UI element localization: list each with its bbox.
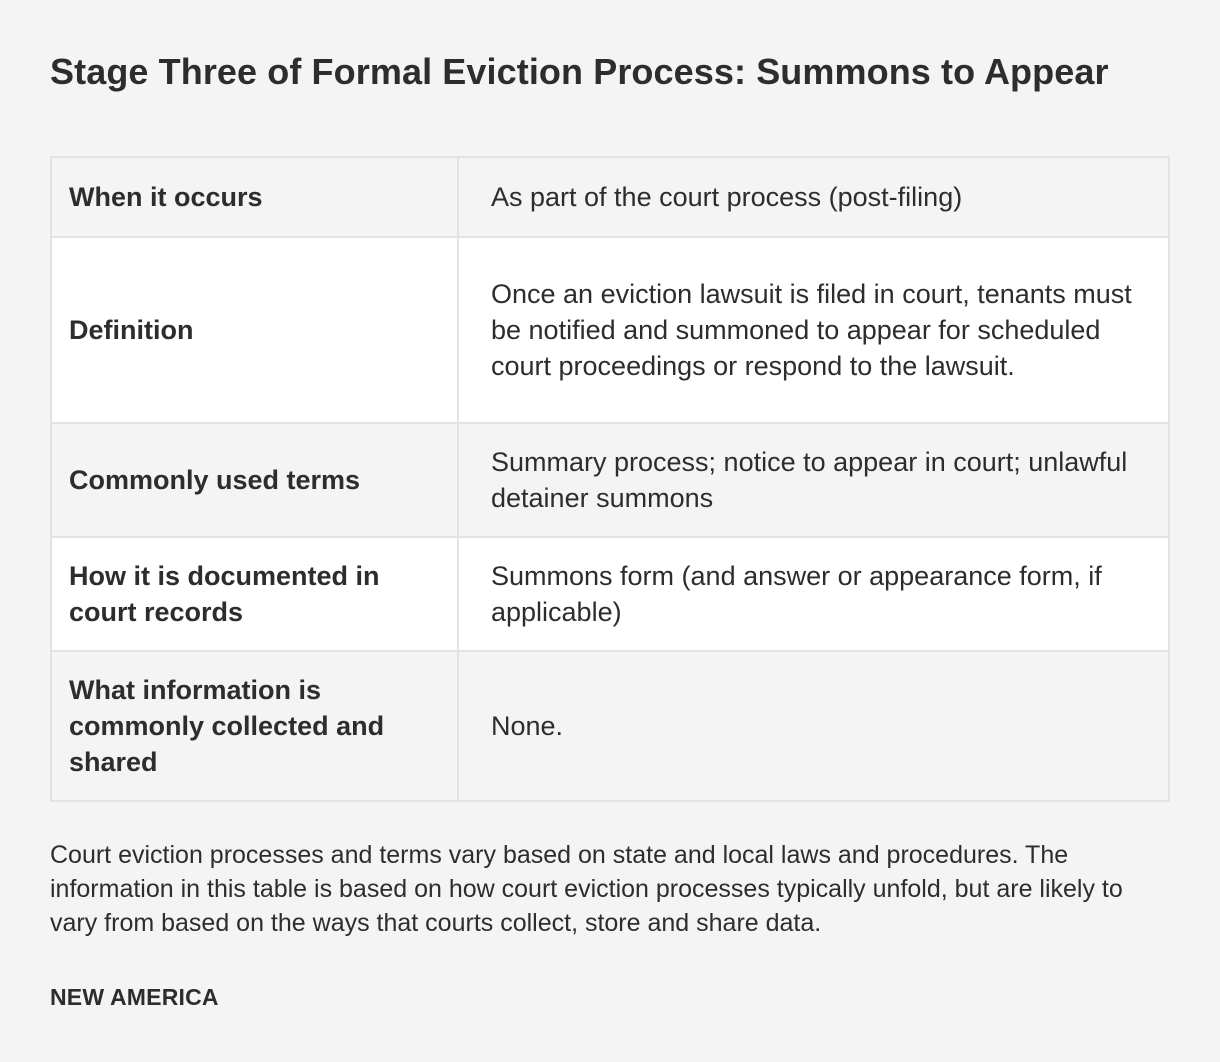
row-label: Commonly used terms: [51, 423, 458, 537]
row-label: What information is commonly collected and shared: [51, 651, 458, 801]
row-label: Definition: [51, 237, 458, 423]
row-value: Summary process; notice to appear in court; unlawful detainer summons: [458, 423, 1169, 537]
row-value: None.: [458, 651, 1169, 801]
info-table: [50, 156, 1170, 802]
row-value: Once an eviction lawsuit is filed in court, tenants must be notified and summoned to appear for scheduled court proceedings or respond to the lawsuit.: [458, 237, 1169, 423]
row-label: How it is documented in court records: [51, 537, 458, 651]
table-row: [51, 537, 1169, 651]
table-row: [51, 157, 1169, 237]
row-value: As part of the court process (post-filing): [458, 157, 1169, 237]
table-row: [51, 423, 1169, 537]
table-row: [51, 237, 1169, 423]
brand-logo-text: NEW AMERICA: [50, 984, 219, 1010]
table-row: [51, 651, 1169, 801]
row-label: When it occurs: [51, 157, 458, 237]
page-title: Stage Three of Formal Eviction Process: Summons to Appear: [50, 51, 1109, 92]
row-value: Summons form (and answer or appearance form, if applicable): [458, 537, 1169, 651]
footnote: Court eviction processes and terms vary based on state and local laws and procedures. The information in this table is based on how court eviction processes typically unfold, but are likely to vary from based on the ways that courts collect, store and share data.: [50, 841, 1123, 937]
